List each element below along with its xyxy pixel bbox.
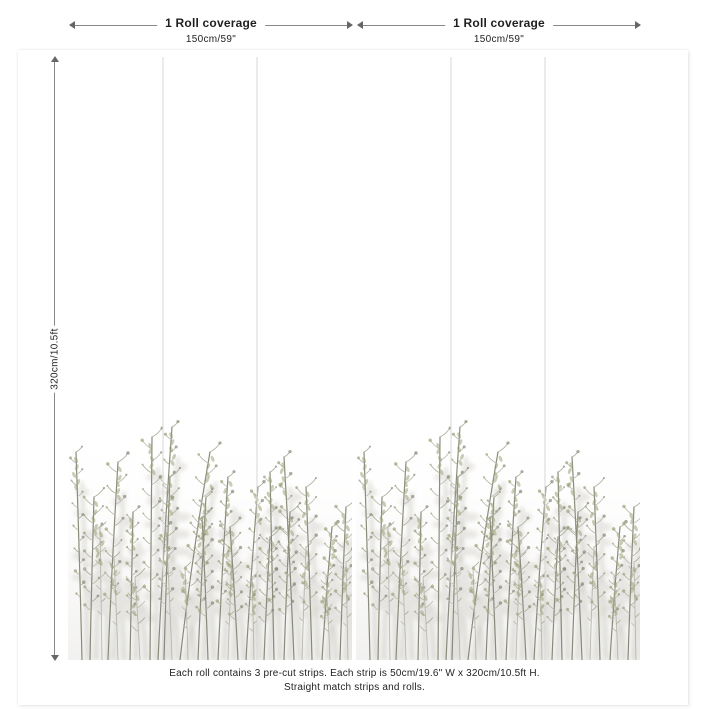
roll-width-label: 150cm/59": [185, 34, 237, 45]
grass-illustration: [68, 57, 352, 660]
roll-2-dimension: [358, 14, 640, 54]
caption-line-2: Straight match strips and rolls.: [284, 682, 425, 693]
arrow-right-icon: [635, 21, 641, 29]
grass-illustration: [356, 57, 640, 660]
caption-line-1: Each roll contains 3 pre-cut strips. Each strip is 50cm/19.6" W x 320cm/10.5ft H.: [169, 668, 540, 679]
roll-width-label: 150cm/59": [473, 34, 525, 45]
arrow-down-icon: [51, 655, 59, 661]
wallpaper-preview: [68, 57, 640, 660]
arrow-left-icon: [69, 21, 75, 29]
arrow-left-icon: [357, 21, 363, 29]
arrow-right-icon: [347, 21, 353, 29]
roll-panel-1: [68, 57, 352, 660]
height-label: 320cm/10.5ft: [46, 325, 65, 392]
roll-coverage-title: 1 Roll coverage: [157, 16, 265, 30]
arrow-up-icon: [51, 56, 59, 62]
roll-panel-2: [356, 57, 640, 660]
roll-1-dimension: [70, 14, 352, 54]
height-dimension: [48, 56, 62, 661]
roll-coverage-title: 1 Roll coverage: [445, 16, 553, 30]
